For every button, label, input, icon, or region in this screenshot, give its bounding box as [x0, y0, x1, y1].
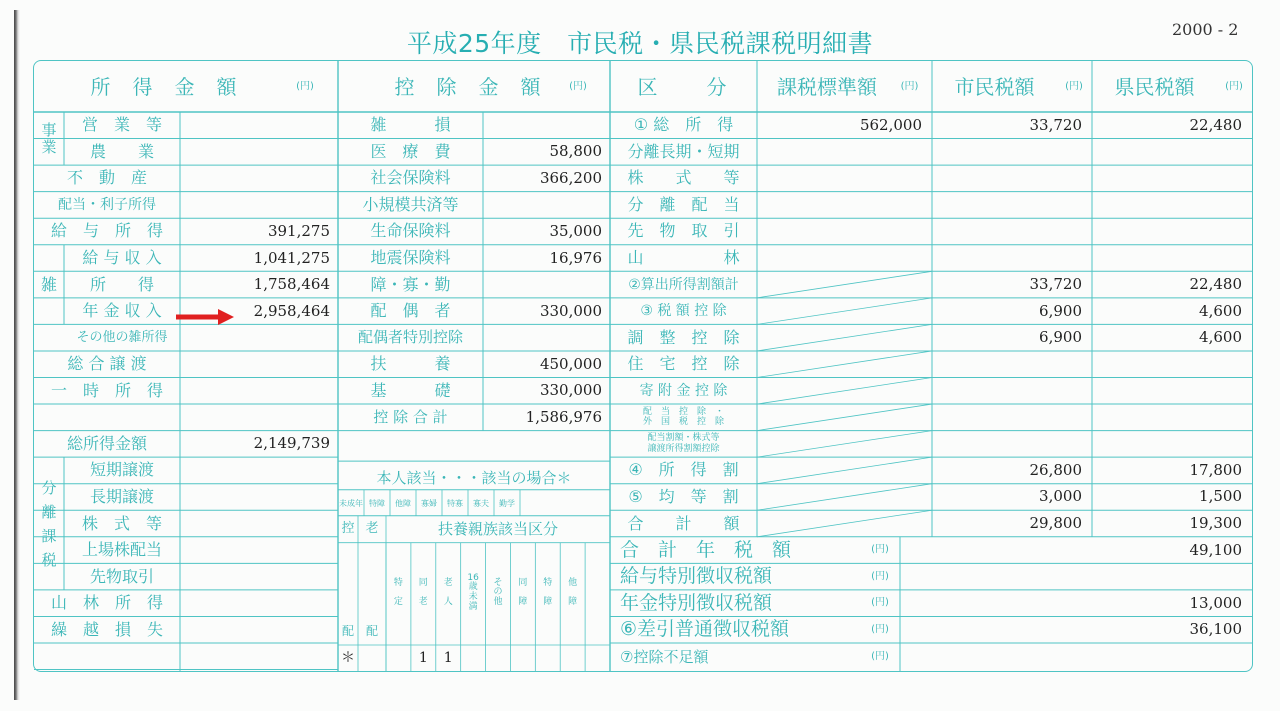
- fuyo-col: 老 人: [443, 577, 453, 608]
- person-haigu2: 配: [365, 624, 378, 638]
- total-label: ⑦控除不足額: [620, 647, 709, 666]
- person-flag: 寡夫: [473, 498, 489, 508]
- tax-row-label: 分離長期・短期: [627, 141, 740, 161]
- label-zatsu-group: 雑: [40, 274, 57, 294]
- fuyo-col: 他 障: [568, 577, 578, 608]
- deduction-label: 生命保険料: [370, 221, 451, 241]
- deduction-label: 医 療 費: [370, 141, 451, 161]
- tax-row-city: 6,900: [1039, 301, 1082, 320]
- tax-row-label: 分 離 配 当: [627, 194, 740, 214]
- tax-row-pref: 22,480: [1189, 115, 1242, 134]
- value-kyuyo-shunyu: 1,041,275: [253, 248, 330, 267]
- header-income-unit: (円): [296, 80, 314, 92]
- label-sonota: その他の雑所得: [76, 330, 168, 346]
- deduction-label: 小規模共済等: [362, 194, 459, 214]
- count-rojin: 1: [443, 650, 453, 666]
- deduction-value: 35,000: [549, 221, 602, 240]
- tax-row-city: 3,000: [1039, 487, 1082, 506]
- header-city: 市民税額: [954, 74, 1035, 99]
- person-heading: 本人該当・・・該当の場合＊: [376, 468, 572, 487]
- value-kyuyo-shotoku: 391,275: [267, 221, 330, 240]
- total-unit: (円): [871, 623, 889, 635]
- total-label: ⑥差引普通徴収税額: [620, 618, 790, 641]
- tax-statement-form: [33, 60, 1253, 672]
- deduction-label: 基 礎: [370, 380, 451, 400]
- tax-row-city: 26,800: [1029, 460, 1082, 479]
- form-number: 2000 - 2: [1172, 20, 1239, 39]
- tax-row-label: 住 宅 控 除: [627, 354, 740, 374]
- tax-row-pref: 19,300: [1189, 514, 1242, 533]
- header-base: 課税標準額: [777, 74, 877, 99]
- total-unit: (円): [871, 597, 889, 609]
- tax-row-label: ⑤ 均 等 割: [628, 486, 739, 506]
- tax-row-pref: 1,500: [1199, 487, 1242, 506]
- tax-row-city: 33,720: [1029, 275, 1082, 294]
- tax-row-city: 6,900: [1039, 328, 1082, 347]
- total-unit: (円): [871, 570, 889, 582]
- tax-row-pref: 4,600: [1199, 328, 1242, 347]
- label-bunri-group: 分 離 課 税: [41, 478, 57, 569]
- fuyo-col: 16 歳 未 満: [467, 572, 479, 613]
- tax-row-label: 寄 附 金 控 除: [639, 382, 728, 399]
- person-flag: 特寡: [447, 498, 463, 508]
- label-haito: 配当・利子所得: [58, 196, 156, 213]
- label-nenkin: 年 金 収 入: [82, 301, 162, 321]
- total-label: 年金特別徴収税額: [620, 591, 773, 614]
- deduction-label: 配 偶 者: [370, 301, 451, 321]
- tax-row-label: 配当割額・株式等 譲渡所得割額控除: [647, 433, 720, 454]
- tax-row-pref: 17,800: [1189, 460, 1242, 479]
- deduction-label: 社会保険料: [370, 168, 451, 188]
- header-division: 区 分: [637, 74, 730, 99]
- label-kyuyo-shotoku: 給 与 所 得: [50, 221, 163, 241]
- tax-row-pref: 4,600: [1199, 301, 1242, 320]
- fuyo-col: 同 障: [518, 577, 528, 608]
- deduction-value: 330,000: [539, 381, 602, 400]
- total-label: 合 計 年 税 額: [620, 538, 792, 561]
- header-income: 所 得 金 額: [90, 74, 238, 99]
- tax-row-city: 29,800: [1029, 514, 1082, 533]
- total-unit: (円): [871, 651, 889, 662]
- tax-row-label: 合 計 額: [627, 513, 740, 533]
- person-haigu1: 配: [341, 624, 354, 638]
- header-pref: 県民税額: [1114, 74, 1195, 99]
- tax-row-label: ④ 所 得 割: [628, 460, 739, 480]
- deduction-label: 障・寡・勤: [370, 274, 451, 294]
- label-choki: 長期譲渡: [89, 486, 154, 506]
- tax-row-label: ③ 税 額 控 除: [640, 303, 727, 320]
- deduction-label: 控 除 合 計: [373, 407, 448, 426]
- label-jojo: 上場株配当: [81, 540, 162, 560]
- label-kurikoshi: 繰 越 損 失: [50, 619, 163, 639]
- value-nenkin: 2,958,464: [253, 301, 330, 320]
- person-mark: ＊: [341, 650, 355, 666]
- label-jigyo-group: 事 業: [41, 121, 57, 156]
- deduction-value: 330,000: [539, 301, 602, 320]
- person-flag: 他障: [395, 498, 411, 508]
- label-tanki: 短期譲渡: [89, 460, 154, 480]
- person-rou: 老: [365, 521, 379, 537]
- deduction-label: 雑 損: [370, 115, 451, 135]
- tax-row-label: 先 物 取 引: [627, 221, 740, 241]
- deduction-label: 扶 養: [370, 354, 451, 374]
- label-sanrin: 山 林 所 得: [50, 593, 163, 613]
- person-flag: 特障: [369, 498, 385, 508]
- label-kabushiki: 株 式 等: [81, 513, 162, 533]
- total-value: 13,000: [1189, 593, 1242, 612]
- tax-row-pref: 22,480: [1189, 275, 1242, 294]
- page-title: 平成25年度 市民税・県民税課税明細書: [406, 29, 874, 58]
- fuyo-col: 特 定: [393, 577, 403, 608]
- header-base-unit: (円): [900, 80, 919, 92]
- fuyo-col: 同 老: [418, 577, 428, 608]
- total-unit: (円): [871, 544, 889, 556]
- tax-row-label: 山 林: [627, 248, 740, 268]
- deduction-value: 366,200: [539, 168, 602, 187]
- label-sakimono: 先物取引: [89, 566, 154, 586]
- person-flag: 寡婦: [421, 498, 437, 508]
- label-eigyo: 営 業 等: [81, 115, 162, 135]
- person-flag: 未成年: [339, 498, 363, 508]
- deduction-value: 450,000: [539, 354, 602, 373]
- tax-row-label: 調 整 控 除: [627, 327, 740, 347]
- label-zatsu: 所 得: [89, 274, 154, 294]
- value-total-income: 2,149,739: [253, 434, 330, 453]
- label-ichiji: 一 時 所 得: [50, 380, 163, 400]
- tax-row-label: ① 総 所 得: [633, 115, 734, 135]
- tax-row-label: 配 当 控 除 ・ 外 国 税 控 除: [642, 406, 724, 428]
- value-zatsu: 1,758,464: [253, 275, 330, 294]
- header-pref-unit: (円): [1225, 80, 1243, 92]
- fuyo-col: そ の 他: [493, 577, 503, 608]
- total-value: 36,100: [1189, 620, 1242, 639]
- tax-row-label: ②算出所得割額計: [628, 276, 739, 293]
- deduction-value: 58,800: [549, 142, 602, 161]
- deduction-label: 配偶者特別控除: [357, 328, 463, 347]
- tax-row-city: 33,720: [1029, 115, 1082, 134]
- total-value: 49,100: [1189, 540, 1242, 559]
- fuyo-heading: 扶養親族該当区分: [437, 519, 558, 538]
- label-total-income: 総所得金額: [66, 433, 147, 453]
- label-sogo-joto: 総 合 譲 渡: [67, 354, 147, 374]
- tax-row-label: 株 式 等: [627, 168, 740, 188]
- person-flag: 勤学: [499, 498, 515, 508]
- header-deduction: 控 除 金 額: [394, 74, 542, 99]
- label-kyuyo-shunyu: 給 与 収 入: [82, 248, 162, 268]
- deduction-value: 1,586,976: [525, 407, 602, 426]
- header-city-unit: (円): [1065, 80, 1083, 92]
- total-label: 給与特別徴収税額: [620, 565, 773, 588]
- header-deduction-unit: (円): [569, 80, 587, 92]
- label-nogyo: 農 業: [89, 141, 154, 161]
- count-dokyo: 1: [418, 650, 428, 666]
- label-fudosan: 不 動 産: [66, 168, 147, 188]
- person-kojo: 控: [341, 521, 355, 537]
- tax-row-base: 562,000: [859, 115, 922, 134]
- deduction-value: 16,976: [549, 248, 602, 267]
- deduction-label: 地震保険料: [370, 248, 451, 268]
- fuyo-col: 特 障: [543, 577, 553, 608]
